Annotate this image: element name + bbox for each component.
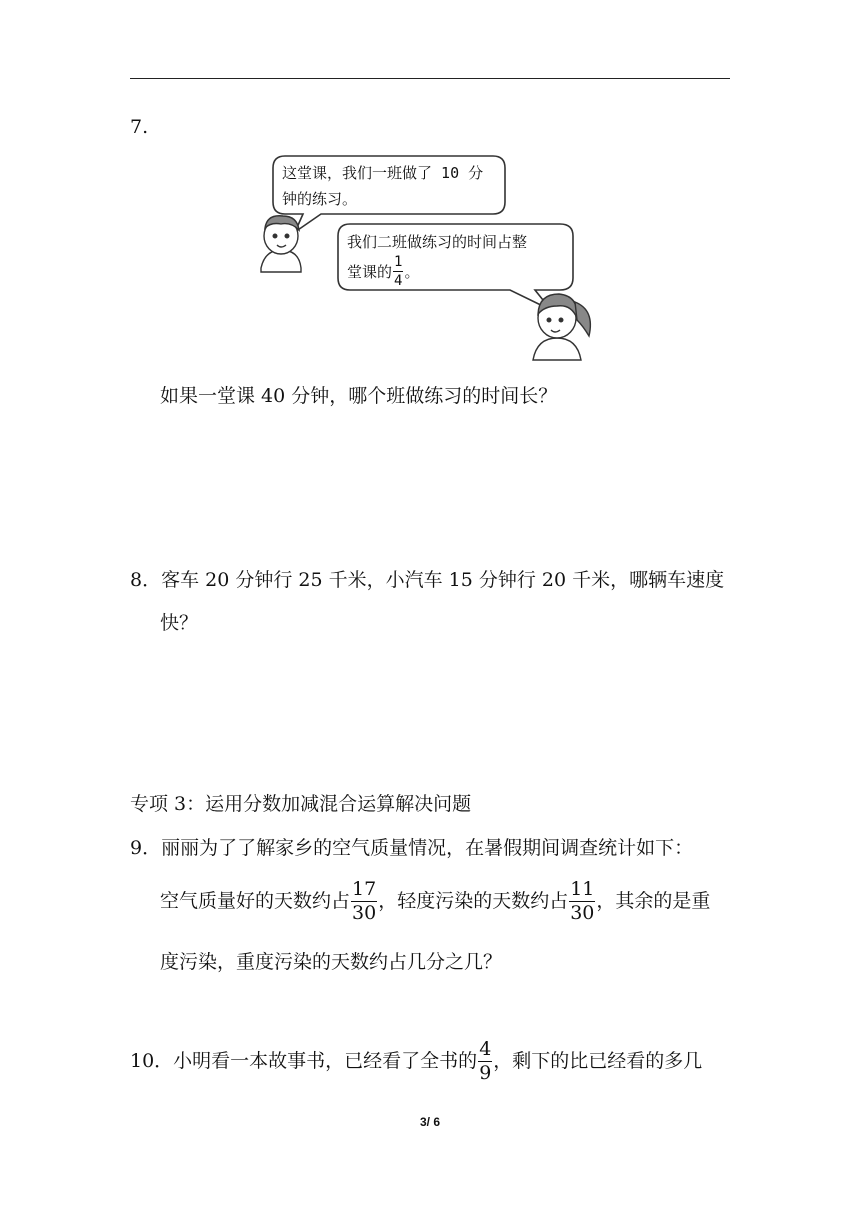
question-9-line-2-c: ，其余的是重 bbox=[596, 890, 711, 912]
fraction-17-30 bbox=[351, 880, 377, 923]
question-7-number: 7. bbox=[130, 116, 149, 138]
fraction-numerator: 1 bbox=[394, 254, 403, 270]
fraction-denominator: 30 bbox=[352, 902, 377, 924]
question-10-line-1-a: 10．小明看一本故事书，已经看了全书的 bbox=[130, 1050, 478, 1072]
fraction-11-30 bbox=[569, 880, 595, 923]
fraction-denominator: 30 bbox=[570, 902, 595, 924]
bubble-girl-line-1: 我们二班做练习的时间占整 bbox=[347, 233, 528, 251]
fraction-denominator: 4 bbox=[394, 273, 403, 289]
question-10-line-1 bbox=[130, 1040, 702, 1083]
bubble-girl-line-2 bbox=[347, 255, 527, 288]
bubble-girl-line-2-suffix: 。 bbox=[404, 262, 420, 281]
question-8-line-2: 快？ bbox=[160, 612, 199, 634]
question-8-line-1: 8．客车 20 分钟行 25 千米，小汽车 15 分钟行 20 千米，哪辆车速度 bbox=[130, 569, 725, 591]
girl-figure bbox=[533, 294, 590, 360]
section-3-title: 专项 3：运用分数加减混合运算解决问题 bbox=[130, 793, 472, 815]
question-9-line-2-a: 空气质量好的天数约占 bbox=[160, 890, 351, 912]
question-9-line-1: 9．丽丽为了了解家乡的空气质量情况，在暑假期间调查统计如下： bbox=[130, 837, 694, 859]
fraction-denominator: 9 bbox=[479, 1062, 492, 1084]
fraction-one-quarter bbox=[393, 255, 403, 288]
fraction-numerator: 4 bbox=[479, 1038, 492, 1060]
bubble-boy-line-2: 钟的练习。 bbox=[282, 190, 358, 208]
boy-figure bbox=[261, 216, 301, 272]
page-number: 3/ 6 bbox=[419, 1115, 440, 1129]
question-9-line-2-b: ，轻度污染的天数约占 bbox=[378, 890, 569, 912]
fraction-numerator: 11 bbox=[570, 878, 595, 900]
question-7-text: 如果一堂课 40 分钟，哪个班做练习的时间长？ bbox=[160, 385, 558, 407]
fraction-4-9 bbox=[478, 1040, 492, 1083]
question-9-line-2 bbox=[160, 880, 710, 923]
bubble-girl-line-2-prefix: 堂课的 bbox=[347, 262, 393, 281]
header-rule bbox=[130, 78, 730, 79]
bubble-boy-text bbox=[282, 160, 483, 212]
bubble-boy-line-1: 这堂课，我们一班做了 10 分 bbox=[282, 164, 484, 182]
fraction-numerator: 17 bbox=[352, 878, 377, 900]
question-9-line-3: 度污染，重度污染的天数约占几分之几？ bbox=[160, 951, 503, 973]
bubble-girl-text bbox=[347, 229, 527, 288]
question-10-line-1-b: ，剩下的比已经看的多几 bbox=[493, 1050, 703, 1072]
